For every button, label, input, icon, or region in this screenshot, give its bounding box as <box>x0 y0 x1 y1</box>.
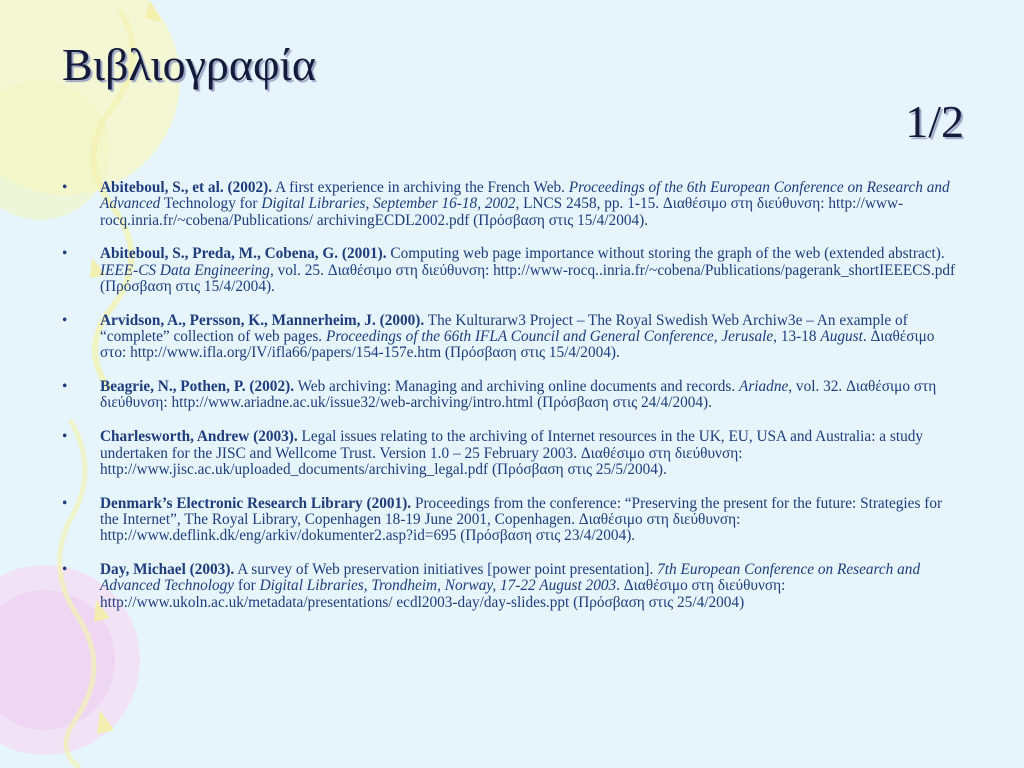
page-number: 1/2 <box>905 96 964 147</box>
reference-text: Legal issues relating to the archiving of Internet resources in the UK, EU, USA and Australia: a study undertaken for the JISC and Wellcome Trust. Version 1.0 – 25 February 2003. Διαθέσιμο στη διεύθυνση: http://www.jisc.ac.uk/uploaded_documents/archiving_legal.pdf (Πρόσβαση στις 25/5/2004). <box>100 428 924 478</box>
reference-text: for <box>234 577 260 595</box>
reference-text: The Kulturarw3 Project – The Royal Swedish Web Archiw3e – An example of “complete” collection of web pages. <box>100 311 908 346</box>
reference-item <box>62 562 962 611</box>
reference-text: Proceedings from the conference: “Preserving the present for the future: Strategies for the Internet”, The Royal Library, Copenhagen 18-19 June 2001, Copenhagen. Διαθέσιμο στη διεύθυνση: http://www.deflink.dk/eng/arkiv/dokumenter2.asp?id=695 (Πρόσβαση στις 23/4/2004). <box>100 494 943 545</box>
bullet: • <box>62 561 68 579</box>
reference-text: , vol. 25. Διαθέσιμο στη διεύθυνση: http://www-rocq..inria.fr/~cobena/Publications/pagerank_shortIEEECS.pdf (Πρόσβαση στις 15/4/2004). <box>100 261 956 295</box>
reference-text: , LNCS 2458, pp. 1-15. Διαθέσιμο στη διεύθυνση: http://www-rocq.inria.fr/~cobena/Publications/ archivingECDL2002.pdf (Πρόσβαση στις 15/4/2004). <box>100 195 904 229</box>
reference-item <box>62 496 962 545</box>
reference-text: Web archiving: Managing and archiving online documents and records. <box>294 378 739 396</box>
reference-author: Beagrie, N., Pothen, P. (2002). <box>100 378 295 396</box>
slide-title: Βιβλιογραφία <box>62 39 316 90</box>
bullet: • <box>62 245 68 263</box>
reference-author: Abiteboul, S., et al. (2002). <box>100 179 273 196</box>
reference-text: , 13-18 <box>773 328 821 346</box>
reference-item <box>62 246 962 295</box>
reference-source: August <box>820 328 863 346</box>
bullet: • <box>62 428 68 446</box>
reference-author: Arvidson, A., Persson, K., Mannerheim, J. (2000). <box>100 311 425 329</box>
reference-text: . Διαθέσιμο στη διεύθυνση: http://www.ukoln.ac.uk/metadata/presentations/ ecdl2003-day/day-slides.ppt (Πρόσβαση στις 25/4/2004) <box>100 577 786 611</box>
reference-source: Proceedings of the 6th European Conference on Research and Advanced <box>100 179 950 213</box>
bullet: • <box>62 179 68 196</box>
reference-source: IEEE-CS Data Engineering <box>100 261 270 279</box>
reference-author: Denmark’s Electronic Research Library (2001). <box>100 494 412 512</box>
reference-item <box>62 429 962 478</box>
reference-source: Proceedings of the 66th IFLA Council and General Conference, Jerusale <box>325 328 774 346</box>
reference-source: 7th European Conference on Research and Advanced Technology <box>100 561 921 595</box>
reference-item <box>62 379 962 412</box>
reference-author: Abiteboul, S., Preda, M., Cobena, G. (2001). <box>100 245 387 263</box>
bullet: • <box>62 311 68 329</box>
reference-text: A survey of Web preservation initiatives [power point presentation]. <box>234 561 658 579</box>
reference-list <box>62 180 962 628</box>
reference-author: Charlesworth, Andrew (2003). <box>100 428 298 446</box>
reference-source: Digital Libraries, Trondheim, Norway, 17-22 August 2003 <box>259 577 617 595</box>
reference-source: Ariadne <box>738 378 789 396</box>
reference-text: Computing web page importance without storing the graph of the web (extended abstract). <box>386 245 945 263</box>
reference-item <box>62 313 962 362</box>
bullet: • <box>62 494 68 512</box>
reference-text: Technology for <box>160 195 262 213</box>
reference-author: Day, Michael (2003). <box>100 561 235 579</box>
reference-text: , vol. 32. Διαθέσιμο στη διεύθυνση: http://www.ariadne.ac.uk/issue32/web-archiving/intro.html (Πρόσβαση στις 24/4/2004). <box>100 378 937 412</box>
reference-text: . Διαθέσιμο στο: http://www.ifla.org/IV/ifla66/papers/154-157e.htm (Πρόσβαση στις 15/4/2004). <box>100 328 935 362</box>
bullet: • <box>62 378 68 396</box>
reference-source: Digital Libraries, September 16-18, 2002 <box>261 195 516 213</box>
reference-item <box>62 180 962 229</box>
reference-text: A first experience in archiving the French Web. <box>272 179 569 196</box>
